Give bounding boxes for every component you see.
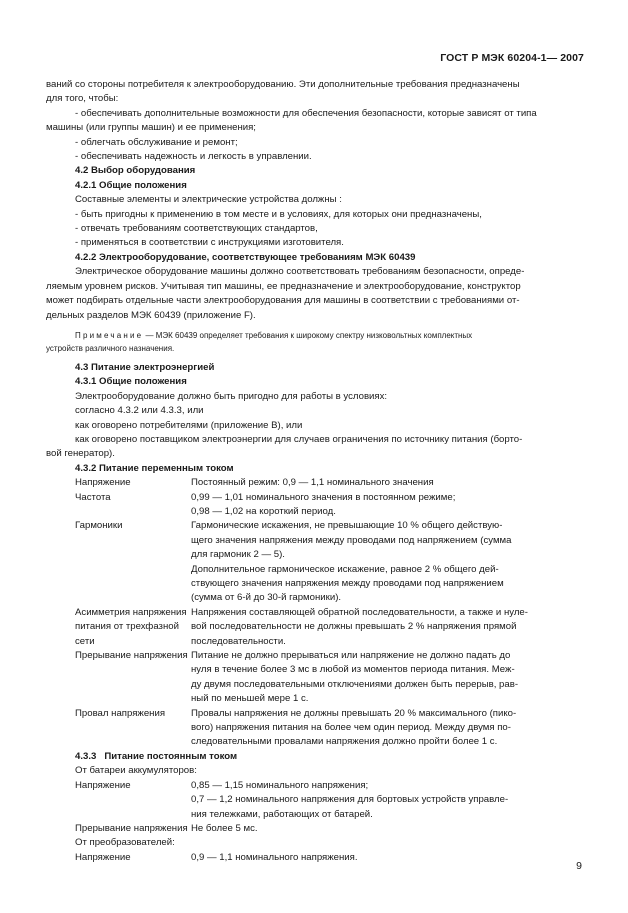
section-heading: 4.2 Выбор оборудования xyxy=(75,165,196,177)
dc-row-voltage xyxy=(46,779,583,822)
row-label: Асимметрия напряжения xyxy=(75,606,187,618)
ac-row-dip xyxy=(46,707,583,750)
row-value: нуля в течение более 3 мс в любой из моментов периода питания. Меж- xyxy=(191,664,515,676)
row-label: Провал напряжения xyxy=(75,707,166,719)
ac-row-voltage xyxy=(46,476,583,490)
paragraph-line: Электрическое оборудование машины должно соответствовать требованиям безопасности, опреде- xyxy=(75,266,525,278)
row-label: Прерывание напряжения xyxy=(75,822,188,834)
list-item: - отвечать требованиям соответствующих стандартов, xyxy=(75,223,318,235)
list-item: - применяться в соответствии с инструкциями изготовителя. xyxy=(75,237,344,249)
row-value: 0,99 — 1,01 номинального значения в постоянном режиме; xyxy=(191,491,456,503)
row-value: Напряжения составляющей обратной последовательности, а также и нуле- xyxy=(191,606,528,618)
list-item: - обеспечивать надежность и легкость в управлении. xyxy=(75,151,312,163)
subsection-heading: 4.3.1 Общие положения xyxy=(75,376,187,388)
subsection-heading: 4.2.1 Общие положения xyxy=(75,179,187,191)
row-value: ния тележками, работающих от батарей. xyxy=(191,808,373,820)
ac-row-asymmetry xyxy=(46,606,583,649)
row-value: ствующего значения напряжения между проводами под напряжением xyxy=(191,578,504,589)
row-value: Питание не должно прерываться или напряжение не должно падать до xyxy=(191,650,511,662)
intro-line: для того, чтобы: xyxy=(46,93,119,105)
row-value: ду двумя последовательными отключениями должен быть перерыв, рав- xyxy=(191,678,519,690)
ac-row-frequency xyxy=(46,491,583,520)
row-label: Гармоники xyxy=(75,520,123,532)
subsection-heading: 4.3.3 Питание постоянным током xyxy=(75,750,238,762)
paragraph-line: согласно 4.3.2 или 4.3.3, или xyxy=(75,405,204,417)
paragraph-line: От преобразователей: xyxy=(75,837,175,849)
document-header: ГОСТ Р МЭК 60204-1— 2007 xyxy=(440,52,584,64)
document-body xyxy=(46,78,583,865)
row-value: Постоянный режим: 0,9 — 1,1 номинального значения xyxy=(191,477,434,489)
row-label: Напряжение xyxy=(75,477,131,489)
page-number: 9 xyxy=(576,860,582,872)
ac-row-interruption xyxy=(46,649,583,707)
row-label: Напряжение xyxy=(75,851,131,863)
row-value: Дополнительное гармоническое искажение, равное 2 % общего дей- xyxy=(191,563,499,575)
row-value: 0,7 — 1,2 номинального напряжения для бортовых устройств управле- xyxy=(191,794,509,806)
row-value: следовательными провалами напряжения должно пройти более 1 с. xyxy=(191,736,498,748)
note-text: — МЭК 60439 определяет требования к широкому спектру низковольтных комплектных xyxy=(143,330,473,340)
paragraph-line: ляемым уровнем рисков. Учитывая тип машины, ее предназначение и электрооборудование, конструктор xyxy=(46,280,521,292)
row-value: Провалы напряжения не должны превышать 20 % максимального (пико- xyxy=(191,707,517,719)
note-label: Примечание xyxy=(75,330,144,340)
row-value: вого) напряжения питания на более чем один период. Между двумя по- xyxy=(191,722,511,734)
list-item: машины (или группы машин) и ее применения; xyxy=(46,122,256,134)
row-label: питания от трехфазной сети xyxy=(75,621,179,647)
list-item: - быть пригодны к применению в том месте и в условиях, для которых они предназначены, xyxy=(75,208,482,220)
paragraph-line: Электрооборудование должно быть пригодно для работы в условиях: xyxy=(75,390,388,402)
note xyxy=(46,329,583,355)
row-value: вой последовательности не должны превышать 2 % напряжения прямой xyxy=(191,621,517,633)
row-label: Прерывание напряжения xyxy=(75,650,188,662)
row-label: Частота xyxy=(75,491,111,503)
row-value: для гармоник 2 — 5). xyxy=(191,549,285,561)
paragraph-line: дельных разделов МЭК 60439 (приложение F). xyxy=(46,309,256,321)
note-text: устройств различного назначения. xyxy=(46,343,175,353)
row-value: 0,9 — 1,1 номинального напряжения. xyxy=(191,851,358,863)
intro-line: ваний со стороны потребителя к электрооборудованию. Эти дополнительные требования предназначены xyxy=(46,79,520,90)
dc-row-interruption xyxy=(46,822,583,836)
paragraph-line: вой генератор). xyxy=(46,448,115,460)
list-item: - обеспечивать дополнительные возможности для обеспечения безопасности, которые зависят от типа xyxy=(75,107,537,119)
subsection-heading: 4.3.2 Питание переменным током xyxy=(75,462,234,474)
paragraph-line: как оговорено потребителями (приложение В), или xyxy=(75,419,303,431)
paragraph-line: От батареи аккумуляторов: xyxy=(75,765,197,777)
row-value: Не более 5 мс. xyxy=(191,822,258,834)
row-value: последовательности. xyxy=(191,635,286,647)
section-heading: 4.3 Питание электроэнергией xyxy=(75,361,215,373)
paragraph: Составные элементы и электрические устройства должны : xyxy=(75,194,342,206)
list-item: - облегчать обслуживание и ремонт; xyxy=(75,136,238,148)
row-value: 0,85 — 1,15 номинального напряжения; xyxy=(191,779,369,791)
subsection-heading: 4.2.2 Электрооборудование, соответствующее требованиям МЭК 60439 xyxy=(75,251,416,263)
row-value: Гармонические искажения, не превышающие 10 % общего действую- xyxy=(191,520,503,532)
row-value: щего значения напряжения между проводами под напряжением (сумма xyxy=(191,534,512,546)
paragraph-line: как оговорено поставщиком электроэнергии для случаев ограничения по источнику питания (борто- xyxy=(75,433,523,445)
ac-row-harmonics xyxy=(46,519,583,605)
dc-row-converter-voltage xyxy=(46,851,583,865)
row-value: (сумма от 6-й до 30-й гармоники). xyxy=(191,592,342,604)
paragraph-line: может подбирать отдельные части электрооборудования для машины в соответствии с требованиями от- xyxy=(46,295,520,307)
row-label: Напряжение xyxy=(75,779,131,791)
row-value: ный по меньшей мере 1 с. xyxy=(191,693,309,705)
row-value: 0,98 — 1,02 на короткий период. xyxy=(191,505,336,517)
